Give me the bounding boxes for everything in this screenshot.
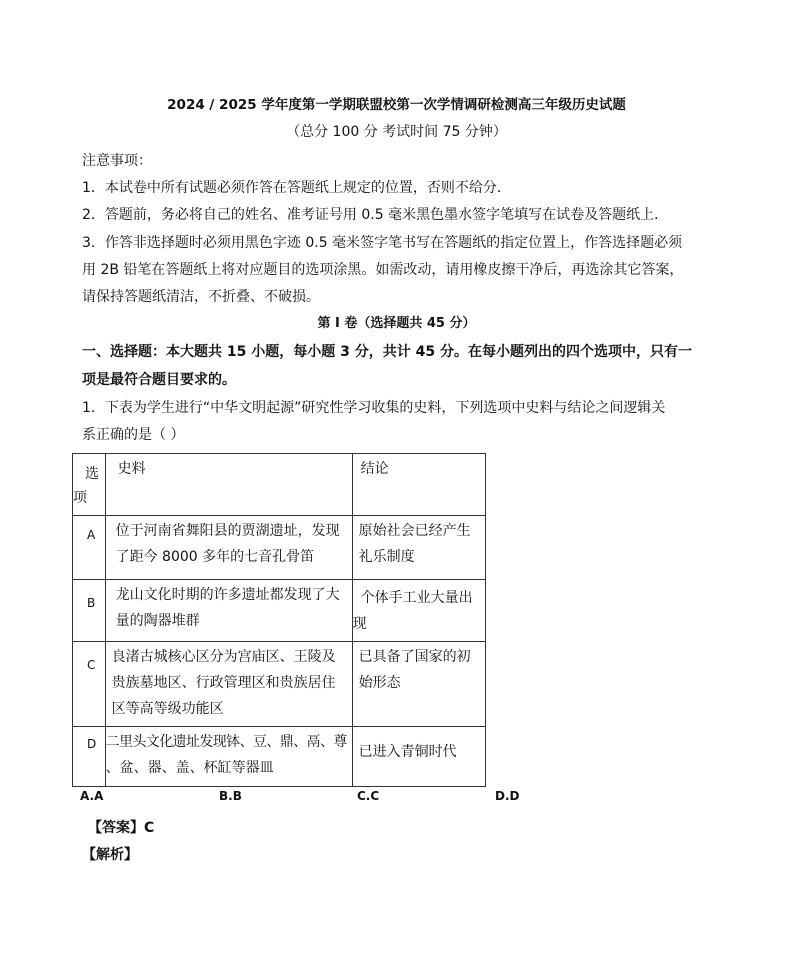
option-c: C.C xyxy=(357,789,380,803)
row-conclusion xyxy=(352,516,485,580)
row-conclusion xyxy=(352,642,485,727)
row-label: C xyxy=(73,642,106,727)
header-option-part-2: 项 xyxy=(73,490,87,506)
header-conclusion: 结论 xyxy=(352,454,485,516)
note-item-1: 1．本试卷中所有试题必须作答在答题纸上规定的位置，否则不给分． xyxy=(82,180,511,196)
section-instructions-line-1: 一、选择题：本大题共 15 小题，每小题 3 分，共计 45 分。在每小题列出的四个选项中，只有一 xyxy=(82,344,692,360)
material-line: 量的陶器堆群 xyxy=(115,613,200,629)
notes-heading: 注意事项： xyxy=(82,153,152,169)
section-instructions-line-2: 项是最符合题目要求的。 xyxy=(82,372,236,388)
note-item-3-line-3: 请保持答题纸清洁，不折叠、不破损。 xyxy=(82,289,320,305)
conclusion-line: 已进入青铜时代 xyxy=(358,744,457,760)
row-conclusion xyxy=(352,580,485,642)
material-line: 二里头文化遗址发现钵、豆、鼎、鬲、尊 xyxy=(105,734,347,750)
material-line: 区等高等级功能区 xyxy=(111,701,224,717)
material-line: 良渚古城核心区分为宫庙区、王陵及 xyxy=(111,649,336,665)
table-row xyxy=(73,727,486,787)
section-title: 第 I 卷（选择题共 45 分） xyxy=(317,316,476,331)
row-label: D xyxy=(73,727,106,787)
row-material xyxy=(105,580,352,642)
question-1-line-1: 1．下表为学生进行“中华文明起源”研究性学习收集的史料，下列选项中史料与结论之间逻辑关 xyxy=(82,400,666,416)
exam-subtitle: （总分 100 分 考试时间 75 分钟） xyxy=(286,124,507,140)
row-material xyxy=(105,727,352,787)
table-row xyxy=(73,580,486,642)
material-line: 龙山文化时期的许多遗址都发现了大 xyxy=(115,587,340,603)
note-item-3-line-1: 3．作答非选择题时必须用黑色字迹 0.5 毫米签字笔书写在答题纸的指定位置上，作答选择题必须 xyxy=(82,235,683,251)
option-b: B.B xyxy=(219,789,242,803)
header-option-cell xyxy=(73,454,106,516)
option-d: D.D xyxy=(495,789,520,803)
note-item-2: 2．答题前，务必将自己的姓名、准考证号用 0.5 毫米黑色墨水签字笔填写在试卷及答题纸上． xyxy=(82,207,669,223)
row-conclusion xyxy=(352,727,485,787)
option-a: A.A xyxy=(80,789,104,803)
note-item-3-line-2: 用 2B 铅笔在答题纸上将对应题目的选项涂黑。如需改动，请用橡皮擦干净后，再选涂其它答案， xyxy=(82,262,684,278)
row-label: B xyxy=(73,580,106,642)
material-line: 了距今 8000 多年的七音孔骨笛 xyxy=(115,549,315,565)
table-row xyxy=(73,642,486,727)
history-table xyxy=(72,453,486,787)
conclusion-line: 现 xyxy=(352,616,367,632)
header-material: 史料 xyxy=(105,454,352,516)
conclusion-line: 始形态 xyxy=(358,675,401,691)
row-material xyxy=(105,642,352,727)
analysis-label: 【解析】 xyxy=(82,847,138,863)
header-option-part-1: 选 xyxy=(85,466,99,482)
row-label: A xyxy=(73,516,106,580)
conclusion-line: 已具备了国家的初 xyxy=(358,649,471,665)
material-line: 、盆、器、盖、杯缸等器皿 xyxy=(105,760,274,776)
exam-title: 2024 / 2025 学年度第一学期联盟校第一次学情调研检测高三年级历史试题 xyxy=(167,97,626,113)
material-line: 位于河南省舞阳县的贾湖遗址，发现 xyxy=(115,523,340,539)
answer: 【答案】C xyxy=(88,820,155,836)
conclusion-line: 礼乐制度 xyxy=(358,549,415,565)
material-line: 贵族墓地区、行政管理区和贵族居住 xyxy=(111,675,336,691)
table-row xyxy=(73,516,486,580)
conclusion-line: 个体手工业大量出 xyxy=(360,590,473,606)
row-material xyxy=(105,516,352,580)
question-1-line-2: 系正确的是（ ） xyxy=(82,427,185,443)
table-header-row xyxy=(73,454,486,516)
conclusion-line: 原始社会已经产生 xyxy=(358,523,471,539)
